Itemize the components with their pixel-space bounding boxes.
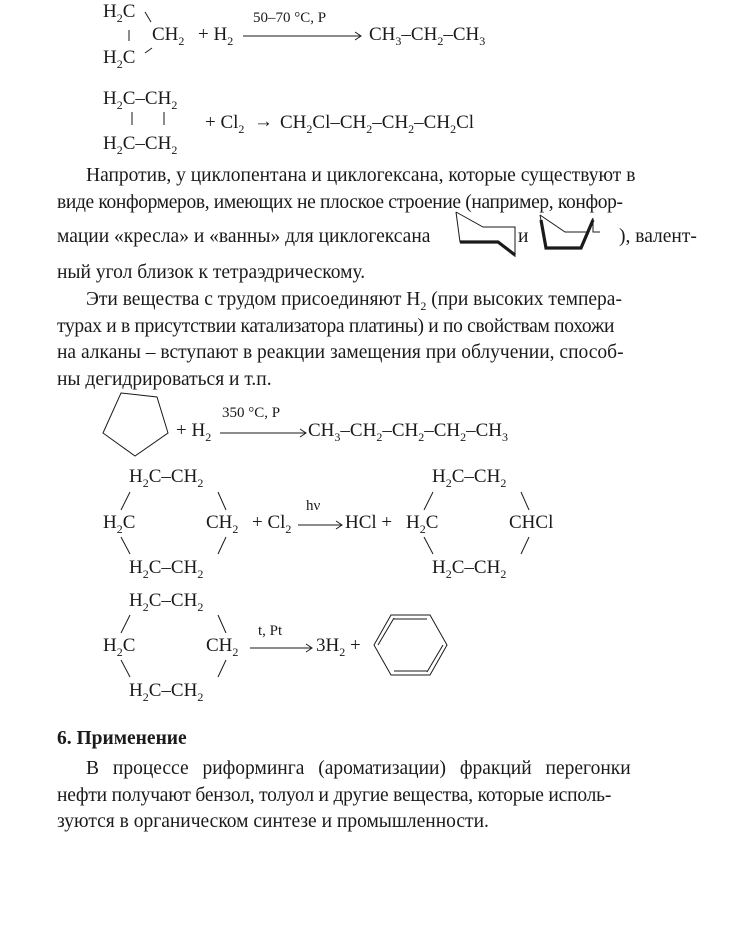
reaction-arrow [220, 428, 310, 438]
text-line: ный угол близок к тетраэдрическому. [57, 262, 366, 283]
product-dichlorobutane: $CH_2Cl-CH_2-CH_2-CH_2Cl$ [280, 112, 475, 136]
chlorocyclohexane-left: $H_2C$ [406, 512, 439, 536]
cyclohexane-bottom: $H_2C-CH_2$ [129, 557, 204, 581]
text-line: виде конформеров, имеющих не плоское строение (например, конфор- [57, 191, 623, 213]
cyclohexane-bonds [100, 590, 240, 703]
product-propane: $CH_3-CH_2-CH_3$ [369, 24, 486, 48]
text-fragment: ), валент- [619, 226, 697, 247]
product-pentane: $CH_3-CH_2-CH_2-CH_2-CH_3$ [308, 420, 509, 444]
product-hydrogen: $3H_2$ + [316, 635, 361, 659]
cyclobutane-bonds [100, 108, 200, 138]
cyclohexane-bottom: $H_2C-CH_2$ [129, 680, 204, 704]
reaction-arrow [243, 31, 363, 41]
chlorocyclohexane-bottom: $H_2C-CH_2$ [432, 557, 507, 581]
text-fragment: мации «кресла» и «ванны» для циклогексана [57, 226, 431, 247]
reagent-h2: + $H_2$ [176, 420, 212, 444]
text-line: нефти получают бензол, толуол и другие вещества, которые исполь- [57, 784, 612, 806]
cyclohexane-left: $H_2C$ [103, 635, 136, 659]
product-hcl: HCl + [345, 512, 393, 533]
paragraph-application [57, 756, 689, 836]
text-line: на алканы – вступают в реакции замещения при облучении, способ- [57, 342, 624, 363]
section-heading: 6. Применение [57, 728, 187, 749]
reaction-arrow [250, 643, 320, 653]
cyclohexane-top: $H_2C-CH_2$ [129, 590, 204, 614]
text-line: зуются в органическом синтезе и промышленности. [57, 811, 489, 832]
reagent-cl2: + $Cl_2$ [205, 112, 245, 136]
chair-conformation-icon [453, 212, 523, 252]
chlorocyclohexane-bonds [403, 470, 543, 580]
text-line: турах и в присутствии катализатора платины) и по свойствам похожи [57, 315, 615, 337]
chlorocyclohexane-top: $H_2C-CH_2$ [432, 466, 507, 490]
cyclohexane-left: $H_2C$ [103, 512, 136, 536]
reaction-arrow: → [254, 111, 273, 132]
reagent-h2: + $H_2$ [198, 24, 234, 48]
reagent-cl2: + $Cl_2$ [252, 512, 292, 536]
reaction-condition: 50–70 °C, P [253, 10, 327, 26]
paragraph-properties [57, 287, 689, 393]
reaction-arrow [298, 520, 348, 530]
reaction-condition: t, Pt [258, 623, 283, 639]
cyclopropane-top-carbon: $H_2C$ [103, 1, 136, 25]
text-line: В процессе риформинга (ароматизации) фракций перегонки [86, 758, 631, 779]
text-line: ны дегидрироваться и т.п. [57, 368, 272, 390]
cyclobutane-bottom: $H_2C-CH_2$ [103, 133, 178, 157]
chlorocyclohexane-right: CHCl [509, 512, 554, 533]
cyclohexane-right: $CH_2$ [206, 635, 239, 659]
cyclobutane-top: $H_2C-CH_2$ [103, 88, 178, 112]
reaction-condition: hν [306, 498, 321, 514]
text-fragment: и [518, 226, 529, 247]
cyclohexane-right: $CH_2$ [206, 512, 239, 536]
text-line: Напротив, у циклопентана и циклогексана, которые существуют в [86, 165, 636, 186]
text-line: Эти вещества с трудом присоединяют $H_2$ (при высоких темпера- [86, 289, 622, 313]
cyclohexane-top: $H_2C-CH_2$ [129, 466, 204, 490]
cyclopentane-ring-icon [100, 390, 170, 460]
benzene-ring-icon [372, 612, 452, 682]
cyclohexane-bonds [100, 470, 240, 580]
reaction-condition: 350 °C, P [222, 405, 281, 421]
cyclopropane-right-carbon: $CH_2$ [152, 24, 185, 48]
cyclopropane-bonds [100, 0, 160, 70]
boat-conformation-icon [538, 214, 613, 254]
cyclopropane-bottom-carbon: $H_2C$ [103, 47, 136, 71]
